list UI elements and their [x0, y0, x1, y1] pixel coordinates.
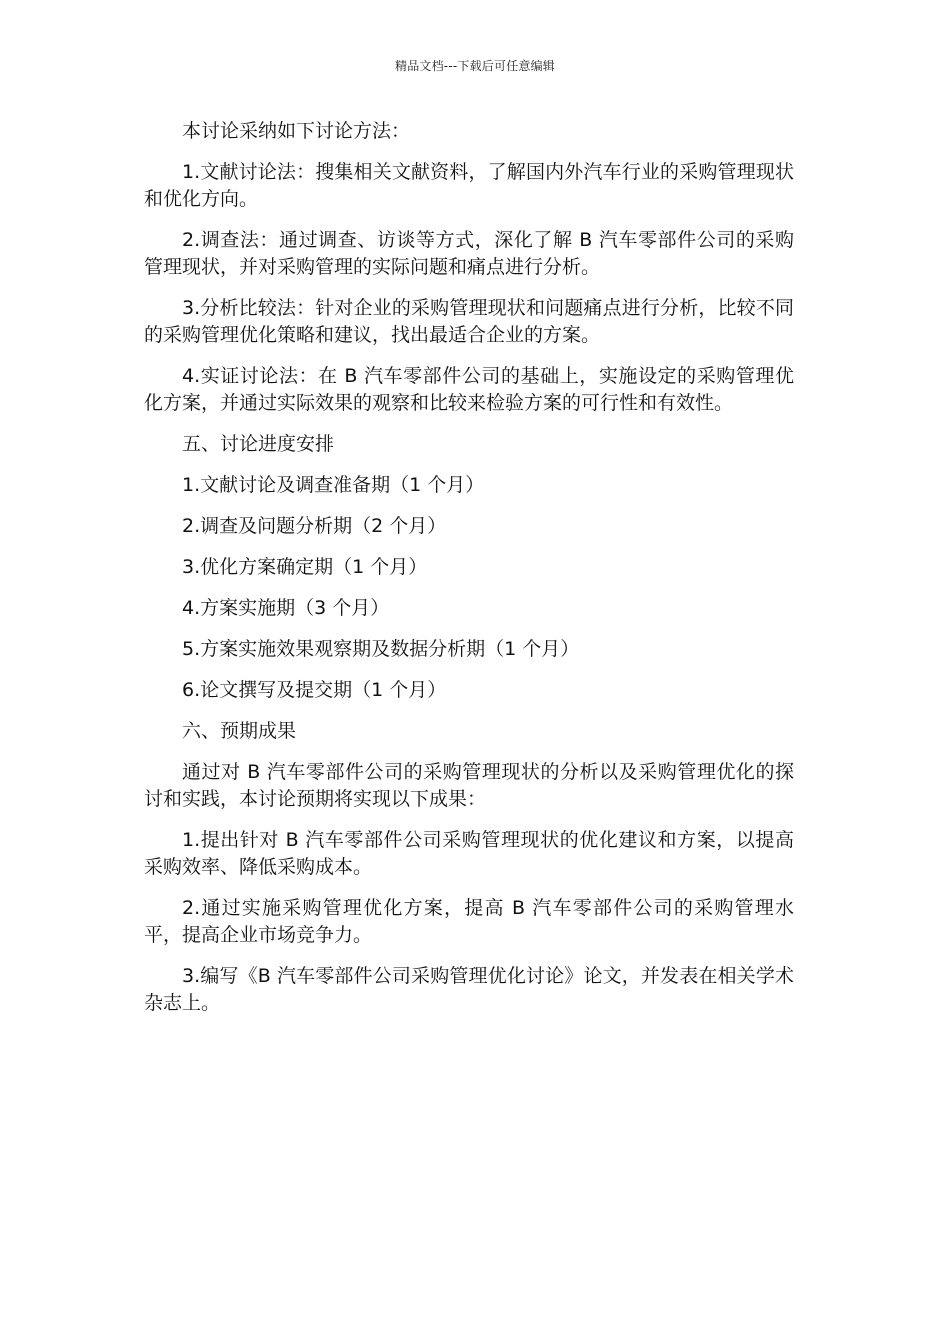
schedule-item: 4.方案实施期（3 个月） — [182, 597, 390, 619]
paragraph-method-survey: 2.调查法：通过调查、访谈等方式，深化了解 B 汽车零部件公司的采购管理现状，并对采购管理的实际问题和痛点进行分析。 — [144, 229, 794, 278]
document-body — [144, 118, 794, 1031]
section-heading-outcomes: 六、预期成果 — [182, 720, 297, 742]
section-heading-schedule: 五、讨论进度安排 — [182, 433, 335, 455]
page-header: 精品文档---下载后可任意编辑 — [395, 59, 555, 73]
paragraph-method-empirical: 4.实证讨论法：在 B 汽车零部件公司的基础上，实施设定的采购管理优化方案，并通过实际效果的观察和比较来检验方案的可行性和有效性。 — [144, 365, 794, 414]
paragraph-methods-intro: 本讨论采纳如下讨论方法： — [182, 120, 411, 142]
paragraph-outcomes-intro: 通过对 B 汽车零部件公司的采购管理现状的分析以及采购管理优化的探讨和实践，本讨论预期将实现以下成果： — [144, 761, 794, 810]
schedule-item: 5.方案实施效果观察期及数据分析期（1 个月） — [182, 638, 580, 660]
paragraph-method-comparison: 3.分析比较法：针对企业的采购管理现状和问题痛点进行分析，比较不同的采购管理优化策略和建议，找出最适合企业的方案。 — [144, 297, 794, 346]
paragraph-method-literature: 1.文献讨论法：搜集相关文献资料，了解国内外汽车行业的采购管理现状和优化方向。 — [144, 161, 794, 210]
schedule-item: 6.论文撰写及提交期（1 个月） — [182, 679, 447, 701]
outcome-item: 1.提出针对 B 汽车零部件公司采购管理现状的优化建议和方案，以提高采购效率、降低采购成本。 — [144, 829, 794, 878]
outcome-item: 3.编写《B 汽车零部件公司采购管理优化讨论》论文，并发表在相关学术杂志上。 — [144, 965, 794, 1014]
schedule-item: 1.文献讨论及调查准备期（1 个月） — [182, 474, 485, 496]
outcome-item: 2.通过实施采购管理优化方案，提高 B 汽车零部件公司的采购管理水平，提高企业市场竞争力。 — [144, 897, 794, 946]
schedule-item: 3.优化方案确定期（1 个月） — [182, 556, 428, 578]
schedule-item: 2.调查及问题分析期（2 个月） — [182, 515, 447, 537]
